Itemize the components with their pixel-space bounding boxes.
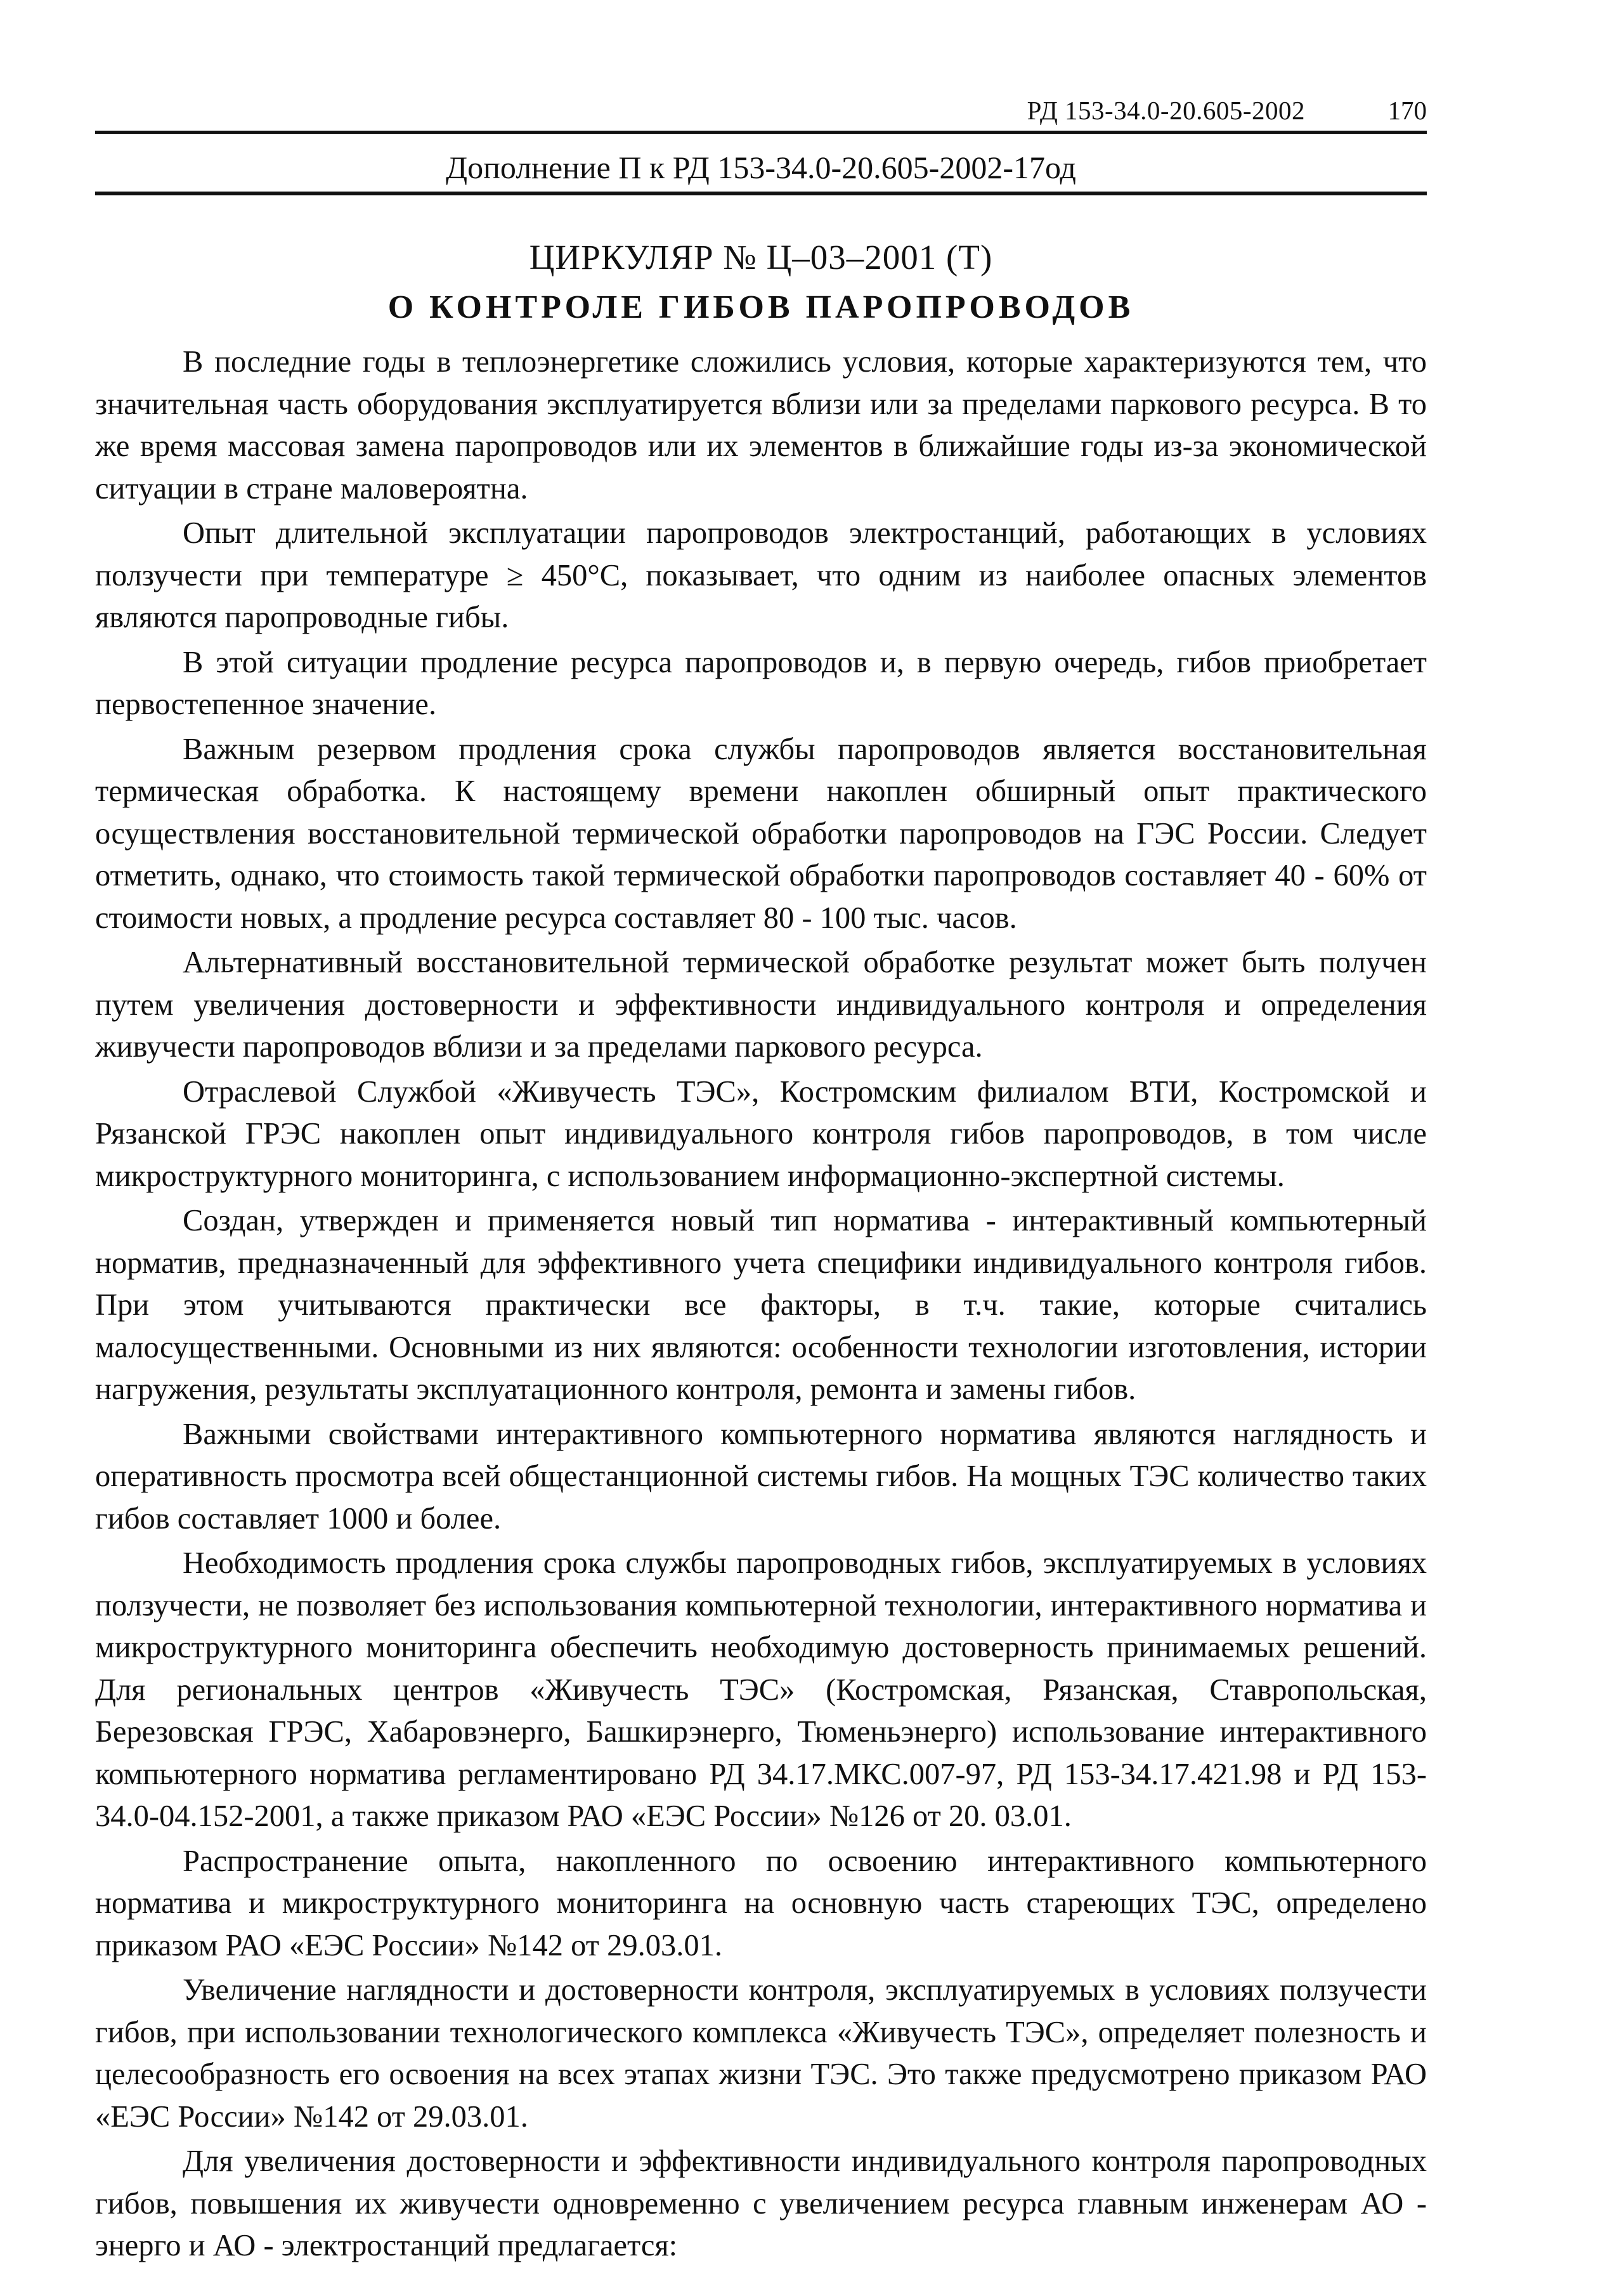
paragraph: Создан, утвержден и применяется новый тип норматива - интерактивный компьютерный норматив, предназначенный для эффективного учета специфики индивидуального контроля гибов. При этом учитываются практически все факторы, в т.ч. такие, которые считались малосущественными. Основными из них являются: особенности технологии изготовления, истории нагружения, результаты эксплуатационного контроля, ремонта и замены гибов. <box>95 1204 1427 1406</box>
paragraph: В этой ситуации продление ресурса паропроводов и, в первую очередь, гибов приобретает первостепенное значение. <box>95 645 1427 721</box>
document-code: РД 153-34.0-20.605-2002 <box>1027 96 1305 125</box>
running-header <box>95 90 1427 131</box>
circular-number: ЦИРКУЛЯР № Ц–03–2001 (Т) <box>529 238 993 277</box>
paragraph: Опыт длительной эксплуатации паропроводов электростанций, работающих в условиях ползучести при температуре ≥ 450°С, показывает, что одним из наиболее опасных элементов являются паропроводные гибы. <box>95 516 1427 634</box>
paragraph: Важным резервом продления срока службы паропроводов является восстановительная термическая обработка. К настоящему времени накоплен обширный опыт практического осуществления восстановительной термической обработки паропроводов на ГЭС России. Следует отметить, однако, что стоимость такой термической обработки паропроводов составляет 40 - 60% от стоимости новых, а продление ресурса составляет 80 - 100 тыс. часов. <box>95 732 1427 935</box>
document-title: О КОНТРОЛЕ ГИБОВ ПАРОПРОВОДОВ <box>387 289 1134 325</box>
page-number: 170 <box>1387 96 1427 125</box>
paragraph: Распространение опыта, накопленного по освоению интерактивного компьютерного норматива и микроструктурного мониторинга на основную часть стареющих ТЭС, определено приказом РАО «ЕЭС России» №142 от 29.03.01. <box>95 1844 1427 1962</box>
paragraph: Альтернативный восстановительной термической обработке результат может быть получен путем увеличения достоверности и эффективности индивидуального контроля и определения живучести паропроводов вблизи и за пределами паркового ресурса. <box>95 946 1427 1064</box>
body-text <box>95 341 1427 2270</box>
paragraph: Для увеличения достоверности и эффективности индивидуального контроля паропроводных гибов, повышения их живучести одновременно с увеличением ресурса главным инженерам АО - энерго и АО - электростанций предлагается: <box>95 2144 1427 2262</box>
paragraph: Отраслевой Службой «Живучесть ТЭС», Костромским филиалом ВТИ, Костромской и Рязанской ГРЭС накоплен опыт индивидуального контроля гибов паропроводов, в том числе микроструктурного мониторинга, с использованием информационно-экспертной системы. <box>95 1074 1427 1193</box>
header-rule <box>95 131 1427 134</box>
supplement-heading: Дополнение П к РД 153-34.0-20.605-2002-17од <box>446 150 1076 185</box>
paragraph: Необходимость продления срока службы паропроводных гибов, эксплуатируемых в условиях ползучести, не позволяет без использования компьютерной технологии, интерактивного норматива и микроструктурного мониторинга обеспечить необходимую достоверность принимаемых решений. Для региональных центров «Живучесть ТЭС» (Костромская, Рязанская, Ставропольская, Березовская ГРЭС, Хабаровэнерго, Башкирэнерго, Тюменьэнерго) использование интерактивного компьютерного норматива регламентировано РД 34.17.МКС.007-97, РД 153-34.17.421.98 и РД 153-34.0-04.152-2001, а также приказом РАО «ЕЭС России» №126 от 20. 03.01. <box>95 1546 1427 1833</box>
section-rule <box>95 192 1427 195</box>
paragraph: В последние годы в теплоэнергетике сложились условия, которые характеризуются тем, что значительная часть оборудования эксплуатируется вблизи или за пределами паркового ресурса. В то же время массовая замена паропроводов или их элементов в ближайшие годы из-за экономической ситуации в стране маловероятна. <box>95 345 1427 506</box>
paragraph: Важными свойствами интерактивного компьютерного норматива являются наглядность и оперативность просмотра всей общестанционной системы гибов. На мощных ТЭС количество таких гибов составляет 1000 и более. <box>95 1417 1427 1536</box>
paragraph: Увеличение наглядности и достоверности контроля, эксплуатируемых в условиях ползучести гибов, при использовании технологического комплекса «Живучесть ТЭС», определяет полезность и целесообразность его освоения на всех этапах жизни ТЭС. Это также предусмотрено приказом РАО «ЕЭС России» №142 от 29.03.01. <box>95 1973 1427 2134</box>
